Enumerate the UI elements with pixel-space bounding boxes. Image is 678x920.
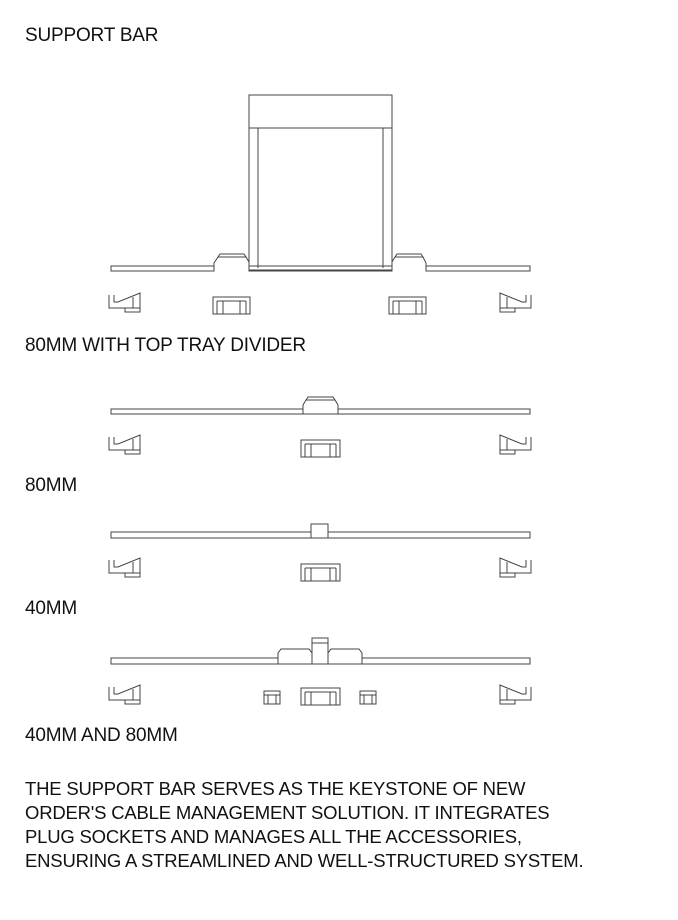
end-clip-left: [109, 558, 140, 577]
bracket-center: [301, 440, 340, 457]
description-line: PLUG SOCKETS AND MANAGES ALL THE ACCESSORIES,: [25, 826, 522, 847]
diagram-40mm-and-80mm: [0, 630, 678, 710]
end-clip-left: [109, 685, 140, 704]
end-clip-left: [109, 435, 140, 454]
end-clip-left: [109, 293, 140, 312]
diagram-80mm-top-tray-divider: [0, 90, 678, 320]
description-line: ORDER'S CABLE MANAGEMENT SOLUTION. IT INTEGRATES: [25, 802, 550, 823]
rail-profile: [111, 254, 530, 271]
description-paragraph: [25, 777, 645, 873]
bracket-center: [301, 688, 340, 705]
bracket-center: [301, 564, 340, 581]
rail-profile: [111, 638, 530, 664]
small-clip-left: [264, 691, 280, 704]
description-line: ENSURING A STREAMLINED AND WELL-STRUCTURED SYSTEM.: [25, 850, 584, 871]
page-title: SUPPORT BAR: [25, 25, 159, 46]
variant-label-80mm: 80MM: [25, 475, 77, 496]
end-clip-right: [500, 293, 531, 312]
end-clip-right: [500, 685, 531, 704]
rail-profile: [111, 397, 530, 414]
diagram-40mm: [0, 515, 678, 587]
diagram-80mm: [0, 390, 678, 465]
rail-profile: [111, 524, 530, 538]
end-clip-right: [500, 558, 531, 577]
variant-label-40mm: 40MM: [25, 598, 77, 619]
bracket-left: [213, 297, 250, 314]
small-clip-right: [360, 691, 376, 704]
end-clip-right: [500, 435, 531, 454]
variant-label-80mm-top-tray-divider: 80MM WITH TOP TRAY DIVIDER: [25, 335, 306, 356]
top-tray-divider: [249, 95, 392, 270]
variant-label-40mm-and-80mm: 40MM AND 80MM: [25, 725, 178, 746]
bracket-right: [389, 297, 426, 314]
description-line: THE SUPPORT BAR SERVES AS THE KEYSTONE OF NEW: [25, 778, 526, 799]
